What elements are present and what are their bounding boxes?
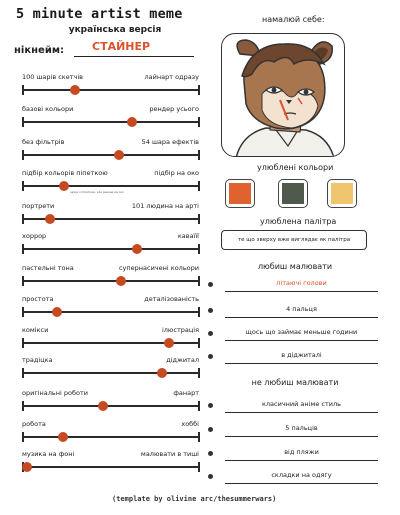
favorite-palette-label: улюблена палітра — [260, 217, 337, 226]
slider-end-tick-left — [22, 368, 24, 378]
slider-end-tick-right — [198, 368, 200, 378]
slider-track — [22, 121, 199, 123]
slider-end-tick-right — [198, 244, 200, 254]
slider-right-label: каваїїї — [177, 232, 199, 240]
template-credit: (template by olivine arc/thesummerwars) — [112, 495, 277, 503]
slider-right-label: рендер усього — [149, 105, 199, 113]
nickname-label: нікнейм: — [14, 45, 64, 56]
slider-track — [22, 89, 199, 91]
slider-right-label: 54 шара ефектів — [141, 138, 199, 146]
slider-row — [12, 105, 207, 133]
color-swatch-1 — [225, 179, 255, 208]
slider-knob[interactable] — [98, 401, 108, 411]
slider-knob[interactable] — [157, 368, 167, 378]
slider-end-tick-right — [198, 432, 200, 442]
slider-track — [22, 372, 199, 374]
list-item — [225, 303, 378, 320]
answer-underline — [225, 363, 378, 365]
list-item — [225, 422, 378, 439]
slider-row — [12, 202, 207, 230]
slider-row — [12, 232, 207, 260]
slider-end-tick-left — [22, 150, 24, 160]
list-bullet — [208, 354, 213, 359]
slider-right-label: лайнарт одразу — [144, 73, 199, 81]
slider-left-label: традіцка — [22, 356, 53, 364]
list-bullet — [208, 282, 213, 287]
slider-row — [12, 169, 207, 197]
slider-right-label: підбір на око — [154, 169, 199, 177]
answer-underline — [225, 291, 378, 293]
slider-knob[interactable] — [116, 276, 126, 286]
slider-end-tick-left — [22, 276, 24, 286]
slider-right-label: фанарт — [173, 389, 199, 397]
slider-end-tick-right — [198, 276, 200, 286]
slider-note: зараз з піпеткою, але раніше на око — [70, 190, 124, 194]
slider-row — [12, 356, 207, 384]
slider-right-label: малювати в тиші — [140, 450, 199, 458]
slider-end-tick-right — [198, 181, 200, 191]
slider-left-label: без фільтрів — [22, 138, 65, 146]
list-bullet — [208, 308, 213, 313]
slider-end-tick-left — [22, 85, 24, 95]
slider-row — [12, 295, 207, 323]
slider-left-label: портрети — [22, 202, 55, 210]
love-to-draw-label: любиш малювати — [257, 262, 333, 271]
slider-row — [12, 450, 207, 478]
slider-end-tick-right — [198, 117, 200, 127]
slider-end-tick-right — [198, 85, 200, 95]
list-item-text: від пляжи — [284, 448, 319, 456]
slider-knob[interactable] — [70, 85, 80, 95]
slider-end-tick-left — [22, 401, 24, 411]
slider-track — [22, 436, 199, 438]
slider-right-label: діджитал — [166, 356, 199, 364]
slider-row — [12, 138, 207, 166]
answer-underline — [225, 436, 378, 438]
slider-track — [22, 248, 199, 250]
slider-left-label: простота — [22, 295, 54, 303]
color-swatch-2-fill — [282, 183, 304, 204]
list-item-text: в діджиталі — [281, 351, 322, 359]
slider-right-label: супернасичені кольори — [118, 264, 199, 272]
color-swatch-2 — [278, 179, 308, 208]
slider-right-label: ілюстрація — [161, 326, 199, 334]
slider-row — [12, 389, 207, 417]
slider-end-tick-left — [22, 214, 24, 224]
color-swatch-3-fill — [331, 183, 353, 204]
slider-knob[interactable] — [52, 307, 62, 317]
slider-knob[interactable] — [58, 432, 68, 442]
slider-track — [22, 466, 199, 468]
slider-left-label: робота — [22, 420, 46, 428]
slider-left-label: хоррор — [22, 232, 47, 240]
slider-end-tick-right — [198, 338, 200, 348]
slider-knob[interactable] — [114, 150, 124, 160]
slider-knob[interactable] — [59, 181, 69, 191]
list-item-text: класичний аніме стиль — [261, 400, 342, 408]
list-item-text: щось що займає меньше години — [245, 328, 358, 336]
slider-row — [12, 420, 207, 448]
slider-right-label: деталізованість — [144, 295, 199, 303]
slider-track — [22, 311, 199, 313]
slider-left-label: базові кольори — [22, 105, 74, 113]
slider-left-label: музика на фоні — [22, 450, 75, 458]
answer-underline — [225, 483, 378, 485]
color-swatch-3 — [327, 179, 357, 208]
list-item — [225, 277, 378, 294]
slider-end-tick-right — [198, 214, 200, 224]
page-title: 5 minute artist meme — [16, 6, 183, 22]
list-bullet — [208, 403, 213, 408]
slider-right-label: хоббі — [181, 420, 199, 428]
list-item — [225, 326, 378, 343]
list-item — [225, 349, 378, 366]
slider-left-label: підбір кольорів піпеткою — [22, 169, 108, 177]
list-item-text: складки на одягу — [271, 471, 332, 479]
slider-row — [12, 326, 207, 354]
slider-end-tick-right — [198, 150, 200, 160]
slider-left-label: оригінальні роботи — [22, 389, 88, 397]
color-swatch-1-fill — [229, 183, 251, 204]
list-item-text: 5 пальців — [285, 424, 318, 432]
list-bullet — [208, 331, 213, 336]
slider-end-tick-right — [198, 462, 200, 472]
draw-yourself-label: намалюй себе: — [262, 15, 325, 24]
self-portrait-image — [221, 33, 345, 157]
slider-track — [22, 154, 199, 156]
slider-row — [12, 264, 207, 292]
slider-end-tick-left — [22, 307, 24, 317]
list-item — [225, 446, 378, 463]
answer-underline — [225, 340, 378, 342]
favorite-colors-label: улюблені кольори — [257, 163, 334, 172]
slider-end-tick-left — [22, 181, 24, 191]
list-item-text: 4 пальця — [286, 305, 317, 313]
answer-underline — [225, 460, 378, 462]
list-item — [225, 469, 378, 486]
answer-underline — [225, 412, 378, 414]
slider-knob[interactable] — [127, 117, 137, 127]
slider-track — [22, 280, 199, 282]
list-item — [225, 398, 378, 415]
slider-left-label: 100 шарів скетчів — [22, 73, 83, 81]
slider-end-tick-left — [22, 244, 24, 254]
list-item-text: літаючі голови — [276, 279, 327, 287]
slider-right-label: 101 людина на арті — [131, 202, 199, 210]
favorite-palette-box: те що зверху вже виглядає як палітра — [221, 230, 367, 250]
list-bullet — [208, 451, 213, 456]
page-subtitle: українська версія — [68, 25, 162, 35]
self-portrait-drawing — [222, 34, 345, 157]
slider-end-tick-left — [22, 432, 24, 442]
slider-end-tick-right — [198, 307, 200, 317]
hate-to-draw-label: не любиш малювати — [251, 378, 339, 387]
slider-end-tick-left — [22, 117, 24, 127]
slider-end-tick-left — [22, 338, 24, 348]
slider-knob[interactable] — [164, 338, 174, 348]
slider-track — [22, 185, 199, 187]
slider-knob[interactable] — [132, 244, 142, 254]
slider-knob[interactable] — [45, 214, 55, 224]
slider-row — [12, 73, 207, 101]
slider-track — [22, 405, 199, 407]
nickname-underline — [74, 56, 194, 57]
slider-left-label: пастельні тона — [22, 264, 74, 272]
list-bullet — [208, 427, 213, 432]
slider-knob[interactable] — [22, 462, 32, 472]
nickname-value: СТАЙНЕР — [92, 40, 151, 53]
slider-left-label: комікси — [22, 326, 49, 334]
list-bullet — [208, 474, 213, 479]
slider-end-tick-right — [198, 401, 200, 411]
answer-underline — [225, 317, 378, 319]
